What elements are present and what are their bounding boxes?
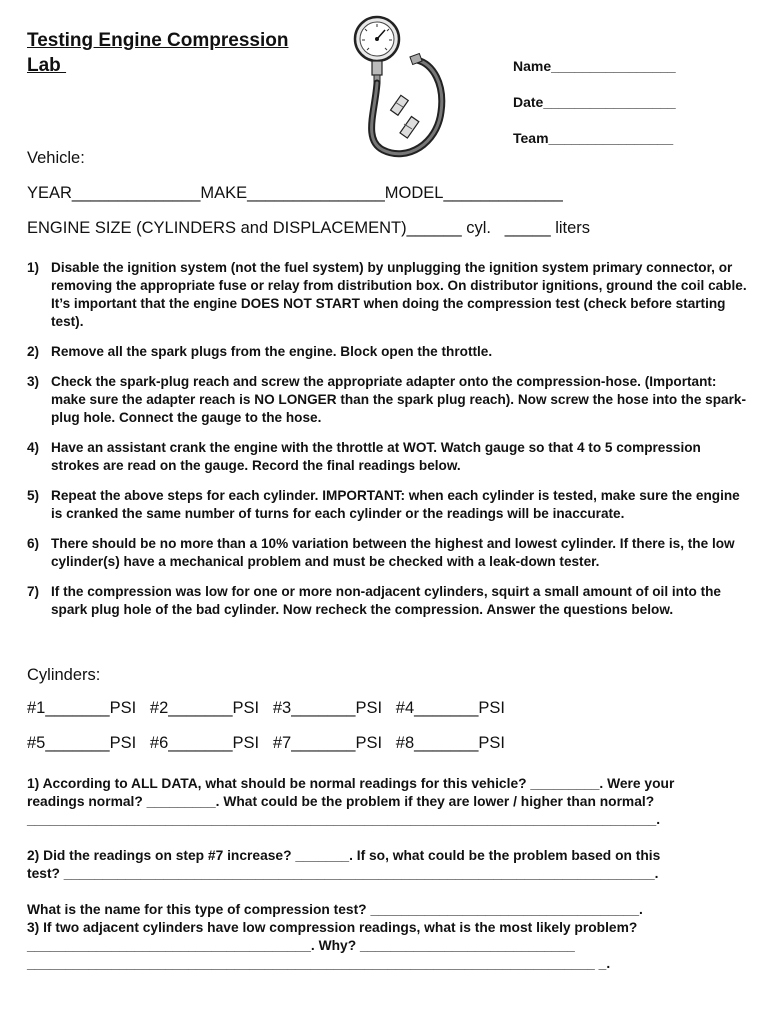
step-item (27, 583, 747, 619)
gauge-icon (355, 17, 399, 83)
team-field[interactable]: Team________________ (513, 130, 674, 146)
adapter-icon (400, 117, 419, 139)
question-1-line-1[interactable]: 1) According to ALL DATA, what should be normal readings for this vehicle? _________. Were your (27, 776, 675, 791)
step-item (27, 487, 747, 523)
question-test-name[interactable]: What is the name for this type of compression test? ___________________________________. (27, 902, 643, 917)
step-text: Check the spark-plug reach and screw the appropriate adapter onto the compression-hose. (Important: make sure the adapter reach is NO LONGER than the spark plug reach). Now screw the hose into the spark-plug hole. Connect the gauge to the hose. (51, 374, 746, 425)
step-text: There should be no more than a 10% variation between the highest and lowest cylinder. If there is, the low cylinder(s) have a mechanical problem and must be checked with a leak-down tester. (51, 536, 735, 569)
compression-gauge-image (345, 12, 460, 162)
page-title-line-1: Testing Engine Compression (27, 30, 289, 51)
name-field[interactable]: Name________________ (513, 58, 676, 74)
step-item (27, 373, 747, 427)
step-text: If the compression was low for one or more non-adjacent cylinders, squirt a small amount of oil into the spark plug hole of the bad cylinder. Now recheck the compression. Answer the questions below. (51, 584, 721, 617)
step-text: Disable the ignition system (not the fuel system) by unplugging the ignition system primary connector, or removing the appropriate fuse or relay from distribution box. On distributor ignitions, ground the coil cable. It’s important that the engine DOES NOT START when doing the compression test (check before starting test). (51, 260, 747, 329)
question-1-line-2[interactable]: readings normal? _________. What could be the problem if they are lower / higher than normal? (27, 794, 655, 809)
step-item (27, 259, 747, 331)
question-2-line-2[interactable]: test? _____________________________________________________________________________. (27, 866, 659, 881)
vehicle-heading: Vehicle: (27, 149, 85, 167)
step-text: Remove all the spark plugs from the engine. Block open the throttle. (51, 344, 493, 359)
question-2-line-1[interactable]: 2) Did the readings on step #7 increase? _______. If so, what could be the problem based on this (27, 848, 661, 863)
step-number: 1) (27, 260, 40, 275)
step-text: Repeat the above steps for each cylinder. IMPORTANT: when each cylinder is tested, make sure the engine is cranked the same number of turns for each cylinder or the readings will be inaccurate. (51, 488, 740, 521)
step-number: 7) (27, 584, 40, 599)
cylinder-row-1[interactable]: #1_______PSI #2_______PSI #3_______PSI #4_______PSI (27, 699, 505, 717)
step-number: 4) (27, 440, 40, 455)
engine-size-line[interactable]: ENGINE SIZE (CYLINDERS and DISPLACEMENT)______ cyl. _____ liters (27, 219, 591, 237)
step-number: 6) (27, 536, 40, 551)
step-item (27, 343, 747, 361)
year-make-model-line[interactable]: YEAR______________MAKE_______________MODEL_____________ (27, 184, 563, 202)
step-item (27, 535, 747, 571)
procedure-steps (27, 259, 747, 631)
cylinder-row-2[interactable]: #5_______PSI #6_______PSI #7_______PSI #8_______PSI (27, 734, 505, 752)
step-item (27, 439, 747, 475)
date-field[interactable]: Date_________________ (513, 94, 676, 110)
step-number: 5) (27, 488, 40, 503)
step-number: 2) (27, 344, 40, 359)
cylinders-heading: Cylinders: (27, 666, 101, 684)
question-3-line-2[interactable]: _____________________________________. Why? ____________________________ (27, 938, 575, 953)
step-number: 3) (27, 374, 40, 389)
page-title-line-2: Lab (27, 55, 67, 76)
adapter-icon (391, 95, 409, 115)
question-1-answer-line[interactable]: __________________________________________________________________________________. (27, 812, 661, 827)
step-text: Have an assistant crank the engine with the throttle at WOT. Watch gauge so that 4 to 5 compression strokes are read on the gauge. Record the final readings below. (51, 440, 701, 473)
question-3-answer-line[interactable]: __________________________________________________________________________ _. (27, 956, 611, 971)
question-3-line-1: 3) If two adjacent cylinders have low compression readings, what is the most likely problem? (27, 920, 638, 935)
